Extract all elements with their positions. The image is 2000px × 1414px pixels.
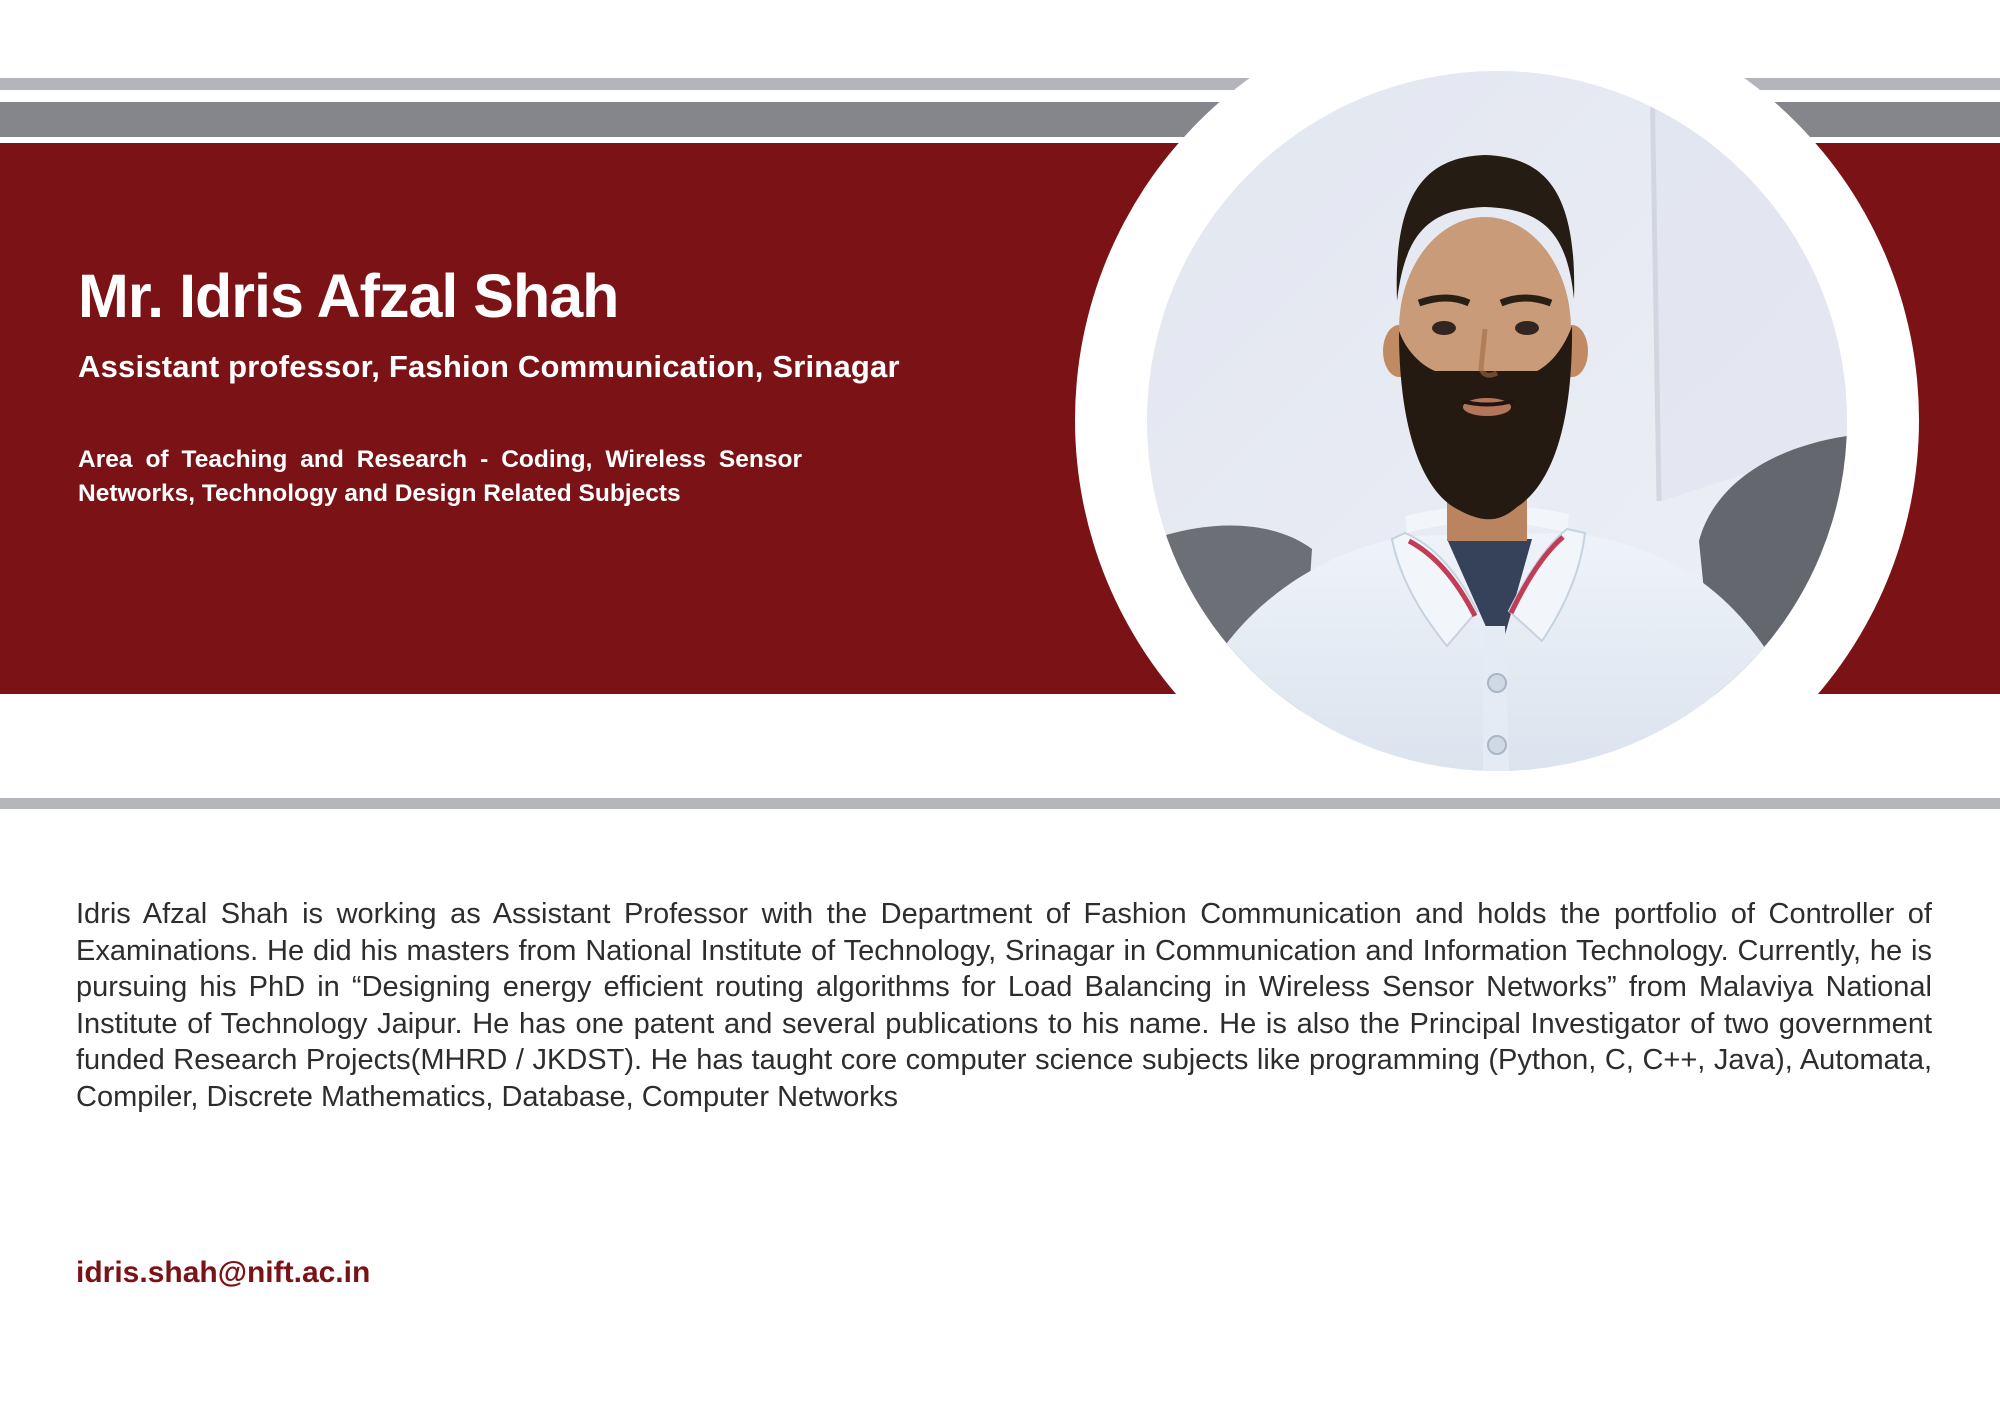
portrait-illustration: [1147, 71, 1847, 771]
eye-right: [1515, 321, 1539, 335]
profile-photo: [1147, 71, 1847, 771]
lower-lip: [1463, 398, 1511, 416]
page-title: Mr. Idris Afzal Shah: [78, 262, 619, 330]
eye-left: [1432, 321, 1456, 335]
bottom-stripe: [0, 798, 2000, 809]
bio-paragraph: Idris Afzal Shah is working as Assistant Professor with the Department of Fashion Communication and holds the portfolio of Controller of Examinations. He did his masters from National Institute of Technology, Srinagar in Communication and Information Technology. Currently, he is pursuing his PhD in “Designing energy efficient routing algorithms for Load Balancing in Wireless Sensor Networks” from Malaviya National Institute of Technology Jaipur. He has one patent and several publications to his name. He is also the Principal Investigator of two government funded Research Projects(MHRD / JKDST). He has taught core computer science subjects like programming (Python, C, C++, Java), Automata, Compiler, Discrete Mathematics, Database, Computer Networks: [76, 898, 1932, 1113]
shirt-button: [1488, 736, 1506, 754]
area-of-teaching-text: Area of Teaching and Research - Coding, Wireless Sensor Networks, Technology and Design Related Subjects: [78, 446, 802, 507]
email-link[interactable]: idris.shah@nift.ac.in: [76, 1256, 371, 1289]
designation-subtitle: Assistant professor, Fashion Communication, Srinagar: [78, 349, 900, 384]
shirt-button: [1488, 674, 1506, 692]
